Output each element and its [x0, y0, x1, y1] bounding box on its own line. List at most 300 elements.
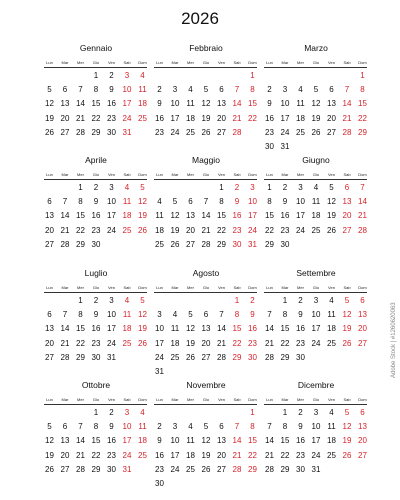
day-cell[interactable]: 30: [280, 239, 290, 249]
day-cell[interactable]: 14: [265, 324, 274, 334]
day-cell[interactable]: 9: [93, 310, 99, 320]
day-cell[interactable]: 17: [107, 211, 116, 221]
day-cell[interactable]: 7: [78, 85, 83, 95]
day-cell[interactable]: 26: [138, 225, 147, 235]
day-cell[interactable]: 11: [327, 310, 336, 320]
day-cell[interactable]: 16: [296, 324, 305, 334]
day-cell[interactable]: 22: [265, 225, 274, 235]
day-cell[interactable]: 27: [201, 352, 211, 362]
day-cell[interactable]: 6: [360, 296, 365, 305]
day-cell[interactable]: 23: [296, 450, 305, 460]
day-cell[interactable]: 7: [62, 197, 68, 207]
day-cell[interactable]: 21: [358, 211, 367, 221]
day-cell[interactable]: 19: [201, 450, 211, 460]
day-cell[interactable]: 20: [60, 450, 70, 460]
day-cell[interactable]: 25: [138, 113, 147, 123]
day-cell[interactable]: 25: [186, 464, 195, 474]
day-cell[interactable]: 16: [155, 113, 164, 123]
day-cell[interactable]: 13: [327, 99, 336, 109]
day-cell[interactable]: 10: [311, 422, 321, 432]
day-cell[interactable]: 15: [280, 436, 290, 446]
day-cell[interactable]: 3: [172, 85, 178, 95]
day-cell[interactable]: 6: [188, 197, 193, 207]
day-cell[interactable]: 3: [109, 296, 114, 305]
day-cell[interactable]: 3: [313, 296, 319, 305]
day-cell[interactable]: 14: [217, 324, 226, 334]
day-cell[interactable]: 27: [60, 464, 70, 474]
day-cell[interactable]: 29: [358, 127, 367, 137]
day-cell[interactable]: 8: [93, 422, 99, 432]
day-cell[interactable]: 12: [138, 310, 147, 320]
day-cell[interactable]: 12: [311, 99, 321, 109]
day-cell[interactable]: 3: [157, 310, 162, 320]
day-cell[interactable]: 11: [311, 197, 321, 207]
day-cell[interactable]: 9: [157, 436, 162, 446]
day-cell[interactable]: 23: [107, 450, 116, 460]
day-cell[interactable]: 10: [248, 197, 257, 207]
day-cell[interactable]: 10: [170, 99, 180, 109]
day-cell[interactable]: 5: [313, 85, 319, 95]
day-cell[interactable]: 7: [62, 310, 68, 320]
day-cell[interactable]: 13: [45, 324, 54, 334]
day-cell[interactable]: 10: [107, 197, 116, 207]
day-cell[interactable]: 20: [186, 225, 195, 235]
day-cell[interactable]: 15: [248, 436, 257, 446]
day-cell[interactable]: 6: [360, 408, 365, 417]
day-cell[interactable]: 18: [138, 436, 147, 446]
day-cell[interactable]: 11: [186, 436, 195, 446]
day-cell[interactable]: 11: [138, 422, 147, 432]
day-cell[interactable]: 14: [358, 197, 367, 207]
day-cell[interactable]: 18: [170, 338, 180, 348]
day-cell[interactable]: 2: [109, 71, 114, 80]
day-cell[interactable]: 16: [107, 436, 116, 446]
day-cell[interactable]: 17: [170, 450, 180, 460]
day-cell[interactable]: 7: [234, 85, 240, 95]
day-cell[interactable]: 1: [282, 408, 288, 417]
day-cell[interactable]: 28: [232, 464, 242, 474]
day-cell[interactable]: 19: [170, 225, 180, 235]
day-cell[interactable]: 24: [170, 464, 180, 474]
day-cell[interactable]: 25: [311, 225, 321, 235]
day-cell[interactable]: 6: [219, 422, 224, 432]
day-cell[interactable]: 27: [217, 464, 226, 474]
day-cell[interactable]: 10: [122, 422, 132, 432]
day-cell[interactable]: 3: [124, 408, 130, 417]
day-cell[interactable]: 12: [186, 324, 195, 334]
day-cell[interactable]: 19: [138, 211, 147, 221]
day-cell[interactable]: 24: [122, 113, 132, 123]
day-cell[interactable]: 8: [282, 310, 288, 320]
day-cell[interactable]: 31: [107, 352, 116, 362]
day-cell[interactable]: 12: [342, 422, 352, 432]
day-cell[interactable]: 24: [107, 225, 116, 235]
day-cell[interactable]: 5: [47, 85, 52, 95]
day-cell[interactable]: 21: [217, 338, 226, 348]
day-cell[interactable]: 5: [344, 408, 350, 417]
day-cell[interactable]: 15: [232, 324, 242, 334]
day-cell[interactable]: 21: [60, 338, 70, 348]
day-cell[interactable]: 11: [327, 422, 336, 432]
day-cell[interactable]: 3: [282, 85, 288, 95]
day-cell[interactable]: 6: [47, 310, 52, 320]
day-cell[interactable]: 20: [217, 450, 226, 460]
day-cell[interactable]: 23: [91, 338, 101, 348]
day-cell[interactable]: 25: [122, 338, 132, 348]
day-cell[interactable]: 27: [186, 239, 195, 249]
day-cell[interactable]: 16: [248, 324, 257, 334]
day-cell[interactable]: 9: [282, 197, 288, 207]
day-cell[interactable]: 8: [219, 197, 224, 207]
day-cell[interactable]: 12: [201, 99, 211, 109]
day-cell[interactable]: 23: [107, 113, 116, 123]
day-cell[interactable]: 17: [122, 99, 132, 109]
day-cell[interactable]: 23: [265, 127, 274, 137]
day-cell[interactable]: 28: [201, 239, 211, 249]
day-cell[interactable]: 27: [60, 127, 70, 137]
day-cell[interactable]: 17: [122, 436, 132, 446]
day-cell[interactable]: 16: [155, 450, 164, 460]
day-cell[interactable]: 9: [109, 422, 114, 432]
day-cell[interactable]: 11: [155, 211, 164, 221]
day-cell[interactable]: 6: [344, 183, 350, 192]
day-cell[interactable]: 12: [201, 436, 211, 446]
day-cell[interactable]: 29: [265, 239, 274, 249]
day-cell[interactable]: 3: [124, 71, 130, 80]
day-cell[interactable]: 29: [76, 352, 85, 362]
day-cell[interactable]: 4: [140, 71, 145, 80]
day-cell[interactable]: 26: [201, 127, 211, 137]
day-cell[interactable]: 3: [298, 183, 303, 192]
day-cell[interactable]: 10: [280, 99, 290, 109]
day-cell[interactable]: 27: [327, 127, 336, 137]
day-cell[interactable]: 18: [122, 324, 132, 334]
day-cell[interactable]: 29: [248, 464, 257, 474]
day-cell[interactable]: 16: [280, 211, 290, 221]
day-cell[interactable]: 18: [296, 113, 305, 123]
day-cell[interactable]: 5: [329, 183, 334, 192]
day-cell[interactable]: 22: [248, 450, 257, 460]
day-cell[interactable]: 20: [217, 113, 226, 123]
day-cell[interactable]: 8: [93, 85, 99, 95]
day-cell[interactable]: 29: [280, 352, 290, 362]
day-cell[interactable]: 30: [107, 127, 116, 137]
day-cell[interactable]: 16: [107, 99, 116, 109]
day-cell[interactable]: 15: [91, 436, 101, 446]
day-cell[interactable]: 3: [250, 183, 255, 192]
day-cell[interactable]: 2: [93, 183, 99, 192]
day-cell[interactable]: 24: [155, 352, 164, 362]
day-cell[interactable]: 1: [93, 408, 99, 417]
day-cell[interactable]: 8: [360, 85, 365, 95]
day-cell[interactable]: 11: [296, 99, 305, 109]
day-cell[interactable]: 9: [250, 310, 255, 320]
day-cell[interactable]: 18: [122, 211, 132, 221]
day-cell[interactable]: 18: [186, 450, 195, 460]
day-cell[interactable]: 2: [267, 85, 272, 95]
day-cell[interactable]: 28: [265, 352, 274, 362]
day-cell[interactable]: 24: [122, 450, 132, 460]
day-cell[interactable]: 26: [138, 338, 147, 348]
day-cell[interactable]: 27: [45, 239, 54, 249]
day-cell[interactable]: 4: [124, 296, 130, 305]
day-cell[interactable]: 30: [296, 352, 305, 362]
day-cell[interactable]: 14: [76, 99, 85, 109]
day-cell[interactable]: 26: [45, 464, 54, 474]
day-cell[interactable]: 4: [298, 85, 303, 95]
day-cell[interactable]: 28: [265, 464, 274, 474]
day-cell[interactable]: 25: [138, 450, 147, 460]
day-cell[interactable]: 10: [155, 324, 164, 334]
day-cell[interactable]: 17: [280, 113, 290, 123]
day-cell[interactable]: 13: [358, 310, 367, 320]
day-cell[interactable]: 4: [188, 85, 193, 95]
day-cell[interactable]: 31: [311, 464, 321, 474]
day-cell[interactable]: 23: [155, 127, 164, 137]
day-cell[interactable]: 26: [186, 352, 195, 362]
day-cell[interactable]: 1: [234, 296, 240, 305]
day-cell[interactable]: 13: [358, 422, 367, 432]
day-cell[interactable]: 26: [342, 450, 352, 460]
day-cell[interactable]: 8: [267, 197, 272, 207]
day-cell[interactable]: 18: [327, 436, 336, 446]
day-cell[interactable]: 19: [45, 113, 54, 123]
day-cell[interactable]: 17: [170, 113, 180, 123]
day-cell[interactable]: 27: [45, 352, 54, 362]
day-cell[interactable]: 16: [296, 436, 305, 446]
day-cell[interactable]: 4: [188, 422, 193, 432]
day-cell[interactable]: 6: [329, 85, 334, 95]
day-cell[interactable]: 11: [170, 324, 180, 334]
day-cell[interactable]: 1: [78, 296, 83, 305]
day-cell[interactable]: 22: [91, 113, 101, 123]
day-cell[interactable]: 9: [157, 99, 162, 109]
day-cell[interactable]: 20: [358, 324, 367, 334]
day-cell[interactable]: 1: [219, 183, 224, 192]
day-cell[interactable]: 20: [342, 211, 352, 221]
day-cell[interactable]: 13: [201, 324, 211, 334]
day-cell[interactable]: 17: [296, 211, 305, 221]
day-cell[interactable]: 9: [93, 197, 99, 207]
day-cell[interactable]: 28: [76, 127, 85, 137]
day-cell[interactable]: 25: [296, 127, 305, 137]
day-cell[interactable]: 2: [298, 408, 303, 417]
day-cell[interactable]: 21: [60, 225, 70, 235]
day-cell[interactable]: 1: [250, 408, 255, 417]
day-cell[interactable]: 4: [124, 183, 130, 192]
day-cell[interactable]: 29: [91, 464, 101, 474]
day-cell[interactable]: 22: [232, 338, 242, 348]
day-cell[interactable]: 24: [107, 338, 116, 348]
day-cell[interactable]: 18: [186, 113, 195, 123]
day-cell[interactable]: 16: [91, 211, 101, 221]
day-cell[interactable]: 13: [60, 436, 70, 446]
day-cell[interactable]: 19: [186, 338, 195, 348]
day-cell[interactable]: 25: [170, 352, 180, 362]
day-cell[interactable]: 28: [60, 352, 70, 362]
day-cell[interactable]: 8: [250, 422, 255, 432]
day-cell[interactable]: 7: [234, 422, 240, 432]
day-cell[interactable]: 15: [265, 211, 274, 221]
day-cell[interactable]: 26: [327, 225, 336, 235]
day-cell[interactable]: 30: [91, 239, 101, 249]
day-cell[interactable]: 7: [203, 197, 209, 207]
day-cell[interactable]: 22: [217, 225, 226, 235]
day-cell[interactable]: 19: [342, 436, 352, 446]
day-cell[interactable]: 18: [327, 324, 336, 334]
day-cell[interactable]: 20: [45, 225, 54, 235]
day-cell[interactable]: 2: [250, 296, 255, 305]
day-cell[interactable]: 7: [360, 183, 365, 192]
day-cell[interactable]: 10: [170, 436, 180, 446]
day-cell[interactable]: 21: [232, 113, 242, 123]
day-cell[interactable]: 26: [311, 127, 321, 137]
day-cell[interactable]: 23: [155, 464, 164, 474]
day-cell[interactable]: 14: [265, 436, 274, 446]
day-cell[interactable]: 9: [298, 310, 303, 320]
day-cell[interactable]: 13: [217, 436, 226, 446]
day-cell[interactable]: 1: [93, 71, 99, 80]
day-cell[interactable]: 21: [76, 450, 85, 460]
day-cell[interactable]: 13: [45, 211, 54, 221]
day-cell[interactable]: 5: [47, 422, 52, 432]
day-cell[interactable]: 9: [109, 85, 114, 95]
day-cell[interactable]: 7: [344, 85, 350, 95]
day-cell[interactable]: 23: [280, 225, 290, 235]
day-cell[interactable]: 26: [201, 464, 211, 474]
day-cell[interactable]: 26: [45, 127, 54, 137]
day-cell[interactable]: 20: [201, 338, 211, 348]
day-cell[interactable]: 7: [219, 310, 224, 320]
day-cell[interactable]: 25: [327, 450, 336, 460]
day-cell[interactable]: 6: [203, 310, 209, 320]
day-cell[interactable]: 29: [232, 352, 242, 362]
day-cell[interactable]: 22: [280, 450, 290, 460]
day-cell[interactable]: 15: [217, 211, 226, 221]
day-cell[interactable]: 17: [107, 324, 116, 334]
day-cell[interactable]: 5: [203, 422, 209, 432]
day-cell[interactable]: 28: [342, 127, 352, 137]
day-cell[interactable]: 9: [267, 99, 272, 109]
day-cell[interactable]: 18: [311, 211, 321, 221]
day-cell[interactable]: 30: [91, 352, 101, 362]
day-cell[interactable]: 19: [342, 324, 352, 334]
day-cell[interactable]: 27: [342, 225, 352, 235]
day-cell[interactable]: 28: [358, 225, 367, 235]
day-cell[interactable]: 12: [138, 197, 147, 207]
day-cell[interactable]: 5: [344, 296, 350, 305]
day-cell[interactable]: 17: [311, 324, 321, 334]
day-cell[interactable]: 12: [327, 197, 336, 207]
day-cell[interactable]: 1: [267, 183, 272, 192]
day-cell[interactable]: 22: [248, 113, 257, 123]
day-cell[interactable]: 14: [342, 99, 352, 109]
day-cell[interactable]: 15: [91, 99, 101, 109]
day-cell[interactable]: 26: [342, 338, 352, 348]
day-cell[interactable]: 16: [91, 324, 101, 334]
day-cell[interactable]: 6: [62, 422, 68, 432]
day-cell[interactable]: 1: [78, 183, 83, 192]
day-cell[interactable]: 22: [76, 338, 85, 348]
day-cell[interactable]: 8: [78, 310, 83, 320]
day-cell[interactable]: 27: [358, 338, 367, 348]
day-cell[interactable]: 5: [188, 310, 193, 320]
day-cell[interactable]: 31: [280, 142, 290, 151]
day-cell[interactable]: 8: [234, 310, 240, 320]
day-cell[interactable]: 11: [122, 197, 132, 207]
day-cell[interactable]: 20: [45, 338, 54, 348]
day-cell[interactable]: 8: [282, 422, 288, 432]
day-cell[interactable]: 14: [60, 324, 70, 334]
day-cell[interactable]: 16: [265, 113, 274, 123]
day-cell[interactable]: 4: [172, 310, 178, 320]
day-cell[interactable]: 2: [157, 85, 162, 95]
day-cell[interactable]: 30: [107, 464, 116, 474]
day-cell[interactable]: 19: [327, 211, 336, 221]
day-cell[interactable]: 15: [280, 324, 290, 334]
day-cell[interactable]: 13: [60, 99, 70, 109]
day-cell[interactable]: 21: [201, 225, 211, 235]
day-cell[interactable]: 29: [91, 127, 101, 137]
day-cell[interactable]: 28: [76, 464, 85, 474]
day-cell[interactable]: 3: [109, 183, 114, 192]
day-cell[interactable]: 14: [232, 436, 242, 446]
day-cell[interactable]: 22: [91, 450, 101, 460]
day-cell[interactable]: 8: [78, 197, 83, 207]
day-cell[interactable]: 9: [234, 197, 240, 207]
day-cell[interactable]: 22: [280, 338, 290, 348]
day-cell[interactable]: 13: [342, 197, 352, 207]
day-cell[interactable]: 4: [329, 296, 334, 305]
day-cell[interactable]: 28: [60, 239, 70, 249]
day-cell[interactable]: 20: [327, 113, 336, 123]
day-cell[interactable]: 30: [296, 464, 305, 474]
day-cell[interactable]: 3: [172, 422, 178, 432]
day-cell[interactable]: 15: [248, 99, 257, 109]
day-cell[interactable]: 22: [76, 225, 85, 235]
day-cell[interactable]: 24: [296, 225, 305, 235]
day-cell[interactable]: 21: [265, 450, 274, 460]
day-cell[interactable]: 19: [45, 450, 54, 460]
day-cell[interactable]: 28: [217, 352, 226, 362]
day-cell[interactable]: 8: [250, 85, 255, 95]
day-cell[interactable]: 19: [138, 324, 147, 334]
day-cell[interactable]: 18: [155, 225, 164, 235]
day-cell[interactable]: 13: [186, 211, 195, 221]
day-cell[interactable]: 20: [358, 436, 367, 446]
day-cell[interactable]: 17: [311, 436, 321, 446]
day-cell[interactable]: 28: [232, 127, 242, 137]
day-cell[interactable]: 11: [138, 85, 147, 95]
day-cell[interactable]: 31: [248, 239, 257, 249]
day-cell[interactable]: 31: [122, 127, 132, 137]
day-cell[interactable]: 30: [248, 352, 257, 362]
day-cell[interactable]: 11: [122, 310, 132, 320]
day-cell[interactable]: 25: [155, 239, 164, 249]
day-cell[interactable]: 19: [311, 113, 321, 123]
day-cell[interactable]: 4: [313, 183, 319, 192]
day-cell[interactable]: 9: [298, 422, 303, 432]
day-cell[interactable]: 6: [47, 197, 52, 207]
day-cell[interactable]: 23: [232, 225, 242, 235]
day-cell[interactable]: 4: [329, 408, 334, 417]
day-cell[interactable]: 10: [107, 310, 116, 320]
day-cell[interactable]: 12: [342, 310, 352, 320]
day-cell[interactable]: 1: [282, 296, 288, 305]
day-cell[interactable]: 24: [311, 338, 321, 348]
day-cell[interactable]: 5: [140, 296, 145, 305]
day-cell[interactable]: 19: [201, 113, 211, 123]
